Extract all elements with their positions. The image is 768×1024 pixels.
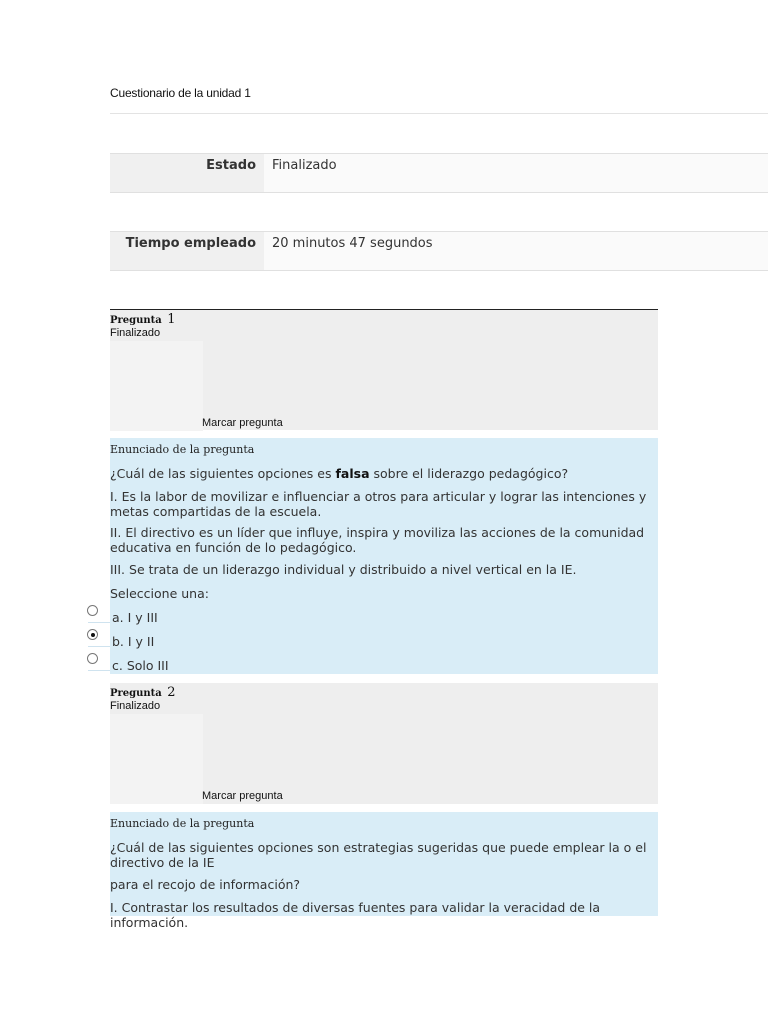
option-a-underline <box>88 622 110 623</box>
question-label: Pregunta <box>110 688 162 699</box>
question-2-info <box>110 683 658 804</box>
option-c-label[interactable]: c. Solo III <box>112 658 169 673</box>
question-label: Pregunta <box>110 315 162 326</box>
option-b-label[interactable]: b. I y II <box>112 634 155 649</box>
question-1-statement-ii: II. El directivo es un líder que influye, inspira y moviliza las acciones de la comunidad educativa en función de lo pedagógico. <box>110 525 645 555</box>
question-2-content <box>110 812 658 930</box>
tiempo-label: Tiempo empleado <box>110 232 264 270</box>
question-1-info <box>110 309 658 430</box>
estado-value: Finalizado <box>264 154 768 192</box>
question-2-prompt-continued: para el recojo de información? <box>110 877 301 892</box>
select-one-label: Seleccione una: <box>110 586 209 601</box>
prompt-text-start: ¿Cuál de las siguientes opciones es <box>110 466 336 481</box>
summary-row-tiempo <box>110 231 768 271</box>
question-2-statement-title: Enunciado de la pregunta <box>110 817 255 830</box>
question-1-prompt <box>110 466 655 481</box>
title-divider <box>110 113 768 114</box>
question-number: 1 <box>167 312 176 327</box>
question-2-info-panel <box>110 714 203 804</box>
estado-label: Estado <box>110 154 264 192</box>
question-2-state: Finalizado <box>110 700 161 712</box>
question-1-statement-title: Enunciado de la pregunta <box>110 443 255 456</box>
question-1-heading <box>110 312 176 327</box>
option-c-underline <box>88 670 110 671</box>
option-a-label[interactable]: a. I y III <box>112 610 158 625</box>
question-number: 2 <box>167 685 176 700</box>
question-1-state: Finalizado <box>110 327 161 339</box>
option-b-radio[interactable] <box>87 629 98 640</box>
page-title: Cuestionario de la unidad 1 <box>110 86 251 100</box>
summary-row-estado <box>110 153 768 193</box>
option-c-radio[interactable] <box>87 653 98 664</box>
option-b-underline <box>88 646 110 647</box>
question-2-prompt: ¿Cuál de las siguientes opciones son estrategias sugeridas que puede emplear la o el directivo de la IE <box>110 840 647 870</box>
question-1-content <box>110 438 658 674</box>
tiempo-value: 20 minutos 47 segundos <box>264 232 768 270</box>
question-2-heading <box>110 685 176 700</box>
question-1-statement-iii: III. Se trata de un liderazgo individual y distribuido a nivel vertical en la IE. <box>110 562 577 577</box>
flag-question-2-button[interactable]: Marcar pregunta <box>202 790 283 802</box>
prompt-text-end: sobre el liderazgo pedagógico? <box>369 466 569 481</box>
question-1-info-panel <box>110 341 203 431</box>
flag-question-1-button[interactable]: Marcar pregunta <box>202 417 283 429</box>
option-a-radio[interactable] <box>87 605 98 616</box>
question-2-statement-i: I. Contrastar los resultados de diversas fuentes para validar la veracidad de la información. <box>110 900 601 930</box>
prompt-emphasis: falsa <box>335 466 370 481</box>
question-1-statement-i: I. Es la labor de movilizar e influenciar a otros para articular y lograr las intenciones y metas compartidas de la escuela. <box>110 489 647 519</box>
